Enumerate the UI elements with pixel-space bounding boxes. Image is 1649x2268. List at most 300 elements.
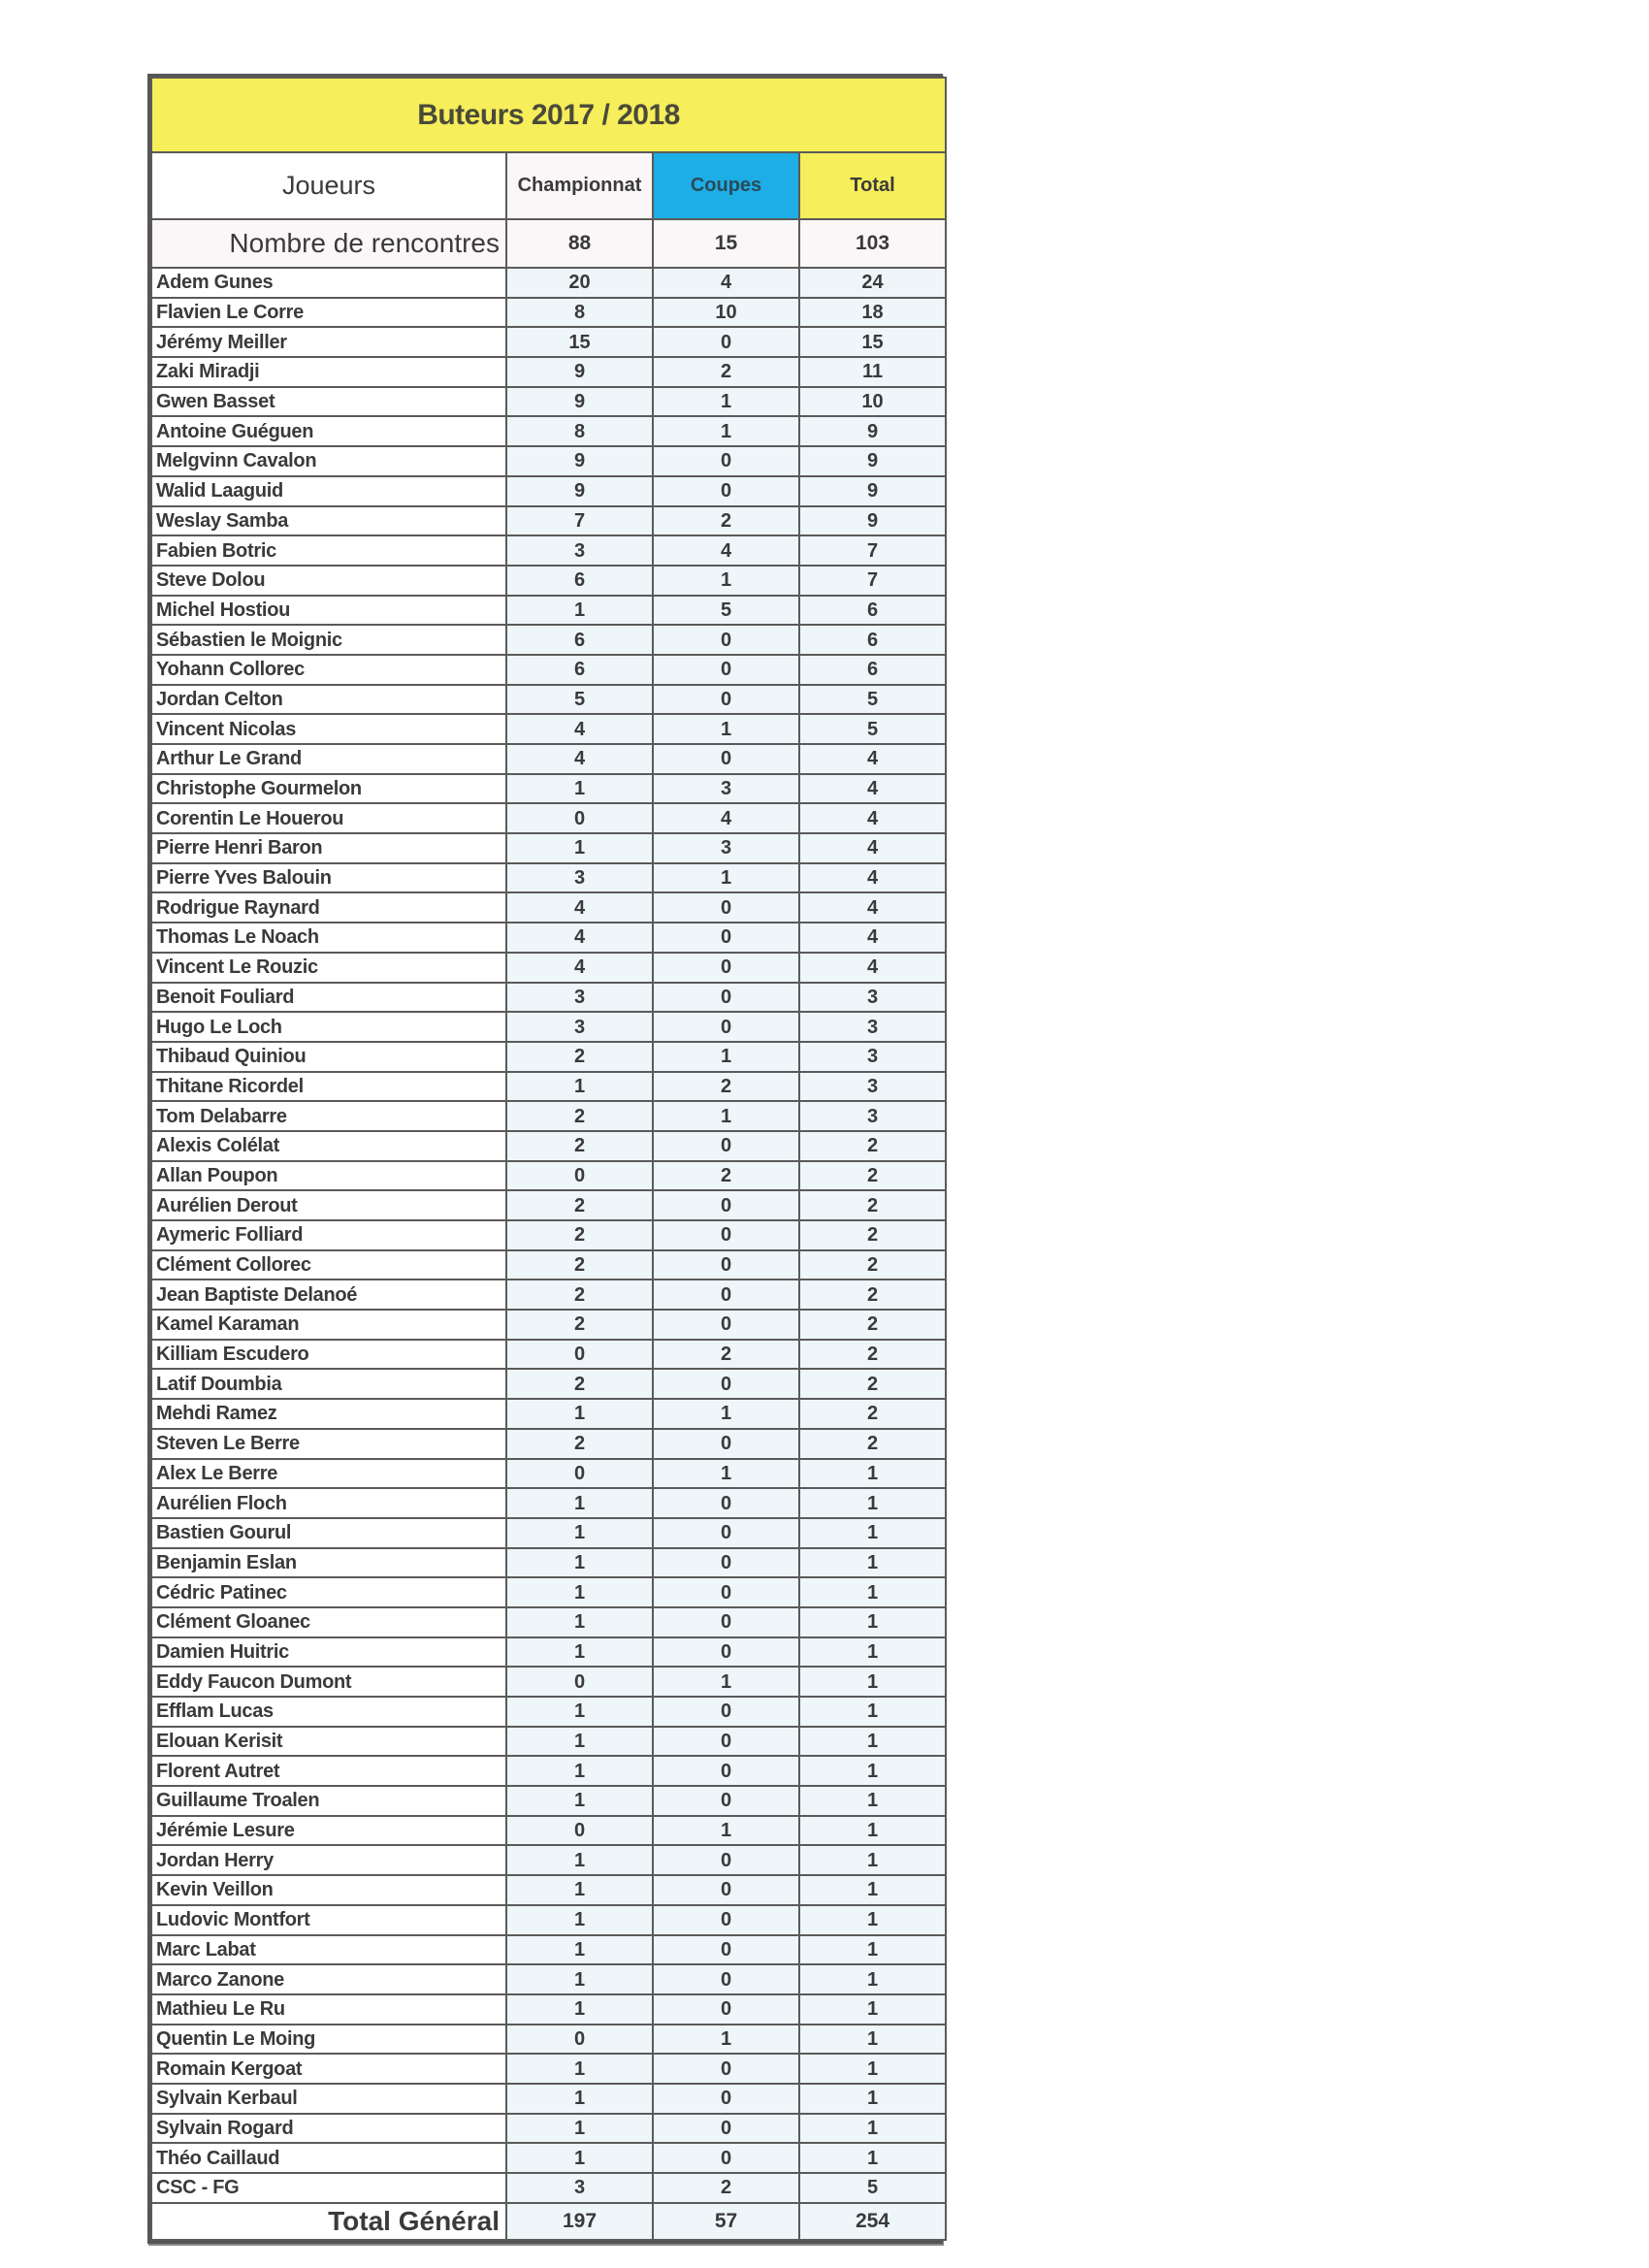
- player-league-goals: 1: [506, 1845, 653, 1875]
- table-row: [151, 1042, 946, 1072]
- player-name: Vincent Le Rouzic: [151, 953, 506, 983]
- player-cup-goals: 0: [653, 1220, 799, 1250]
- player-name: Damien Huitric: [151, 1637, 506, 1668]
- player-name: Melgvinn Cavalon: [151, 446, 506, 476]
- table-row: [151, 2114, 946, 2144]
- player-cup-goals: 1: [653, 1816, 799, 1846]
- player-league-goals: 1: [506, 1875, 653, 1905]
- player-league-goals: 9: [506, 387, 653, 417]
- player-name: Clément Collorec: [151, 1250, 506, 1280]
- player-name: Pierre Henri Baron: [151, 833, 506, 863]
- player-league-goals: 4: [506, 744, 653, 774]
- table-row: [151, 1667, 946, 1697]
- table-row: [151, 983, 946, 1013]
- player-league-goals: 15: [506, 327, 653, 357]
- player-total-goals: 1: [799, 1518, 946, 1548]
- player-total-goals: 1: [799, 1994, 946, 2025]
- table-row: [151, 953, 946, 983]
- table-row: [151, 1072, 946, 1102]
- player-name: Antoine Guéguen: [151, 416, 506, 446]
- player-league-goals: 3: [506, 2173, 653, 2203]
- player-name: Aymeric Folliard: [151, 1220, 506, 1250]
- player-total-goals: 1: [799, 1727, 946, 1757]
- player-league-goals: 1: [506, 2054, 653, 2084]
- player-name: Fabien Botric: [151, 535, 506, 566]
- player-cup-goals: 1: [653, 714, 799, 744]
- player-name: Rodrigue Raynard: [151, 892, 506, 923]
- table-row: [151, 1816, 946, 1846]
- header-players: Joueurs: [151, 152, 506, 219]
- table-row: [151, 357, 946, 387]
- player-league-goals: 2: [506, 1190, 653, 1220]
- player-cup-goals: 1: [653, 1101, 799, 1131]
- player-league-goals: 1: [506, 1697, 653, 1727]
- player-total-goals: 4: [799, 744, 946, 774]
- player-total-goals: 1: [799, 2054, 946, 2084]
- player-cup-goals: 0: [653, 1786, 799, 1816]
- table-row: [151, 1756, 946, 1786]
- player-total-goals: 15: [799, 327, 946, 357]
- table-row: [151, 1518, 946, 1548]
- player-league-goals: 1: [506, 1994, 653, 2025]
- player-league-goals: 2: [506, 1429, 653, 1459]
- table-row: [151, 892, 946, 923]
- player-league-goals: 9: [506, 476, 653, 506]
- player-cup-goals: 4: [653, 803, 799, 833]
- player-name: Quentin Le Moing: [151, 2025, 506, 2055]
- player-cup-goals: 3: [653, 774, 799, 804]
- player-total-goals: 2: [799, 1429, 946, 1459]
- table-row: [151, 1280, 946, 1310]
- player-league-goals: 1: [506, 1905, 653, 1935]
- player-league-goals: 2: [506, 1220, 653, 1250]
- player-league-goals: 1: [506, 1756, 653, 1786]
- player-name: Cédric Patinec: [151, 1577, 506, 1607]
- table-row: [151, 1577, 946, 1607]
- grand-total-total: 254: [799, 2203, 946, 2240]
- table-row: [151, 1399, 946, 1429]
- player-cup-goals: 2: [653, 1072, 799, 1102]
- player-name: Jean Baptiste Delanoé: [151, 1280, 506, 1310]
- player-name: Alex Le Berre: [151, 1459, 506, 1489]
- table-row: [151, 833, 946, 863]
- player-league-goals: 0: [506, 803, 653, 833]
- player-cup-goals: 1: [653, 2025, 799, 2055]
- player-cup-goals: 0: [653, 1131, 799, 1161]
- player-name: Adem Gunes: [151, 268, 506, 298]
- table-row: [151, 655, 946, 685]
- player-league-goals: 1: [506, 596, 653, 626]
- player-league-goals: 4: [506, 953, 653, 983]
- player-name: Clément Gloanec: [151, 1607, 506, 1637]
- player-name: Marc Labat: [151, 1935, 506, 1965]
- table-row: [151, 1845, 946, 1875]
- player-total-goals: 1: [799, 1697, 946, 1727]
- player-total-goals: 1: [799, 1667, 946, 1697]
- player-cup-goals: 2: [653, 1340, 799, 1370]
- player-name: Kamel Karaman: [151, 1310, 506, 1340]
- player-total-goals: 1: [799, 2114, 946, 2144]
- player-name: Efflam Lucas: [151, 1697, 506, 1727]
- player-cup-goals: 0: [653, 1548, 799, 1578]
- table-row: [151, 2054, 946, 2084]
- table-row: [151, 803, 946, 833]
- player-total-goals: 18: [799, 298, 946, 328]
- player-total-goals: 1: [799, 1964, 946, 1994]
- player-league-goals: 1: [506, 1607, 653, 1637]
- player-total-goals: 7: [799, 566, 946, 596]
- player-name: Steve Dolou: [151, 566, 506, 596]
- player-cup-goals: 0: [653, 1875, 799, 1905]
- player-cup-goals: 0: [653, 2114, 799, 2144]
- player-total-goals: 5: [799, 685, 946, 715]
- player-total-goals: 3: [799, 983, 946, 1013]
- player-total-goals: 1: [799, 2025, 946, 2055]
- table-row: [151, 1101, 946, 1131]
- player-total-goals: 1: [799, 1637, 946, 1668]
- player-cup-goals: 1: [653, 1459, 799, 1489]
- table-row: [151, 535, 946, 566]
- grand-total-label: Total Général: [151, 2203, 506, 2240]
- player-cup-goals: 0: [653, 1280, 799, 1310]
- player-league-goals: 2: [506, 1280, 653, 1310]
- player-cup-goals: 0: [653, 685, 799, 715]
- player-total-goals: 4: [799, 863, 946, 893]
- player-league-goals: 2: [506, 1250, 653, 1280]
- player-total-goals: 2: [799, 1190, 946, 1220]
- player-total-goals: 4: [799, 774, 946, 804]
- player-cup-goals: 0: [653, 1250, 799, 1280]
- title-row: [151, 78, 946, 152]
- player-cup-goals: 0: [653, 1190, 799, 1220]
- player-total-goals: 2: [799, 1250, 946, 1280]
- player-cup-goals: 0: [653, 1756, 799, 1786]
- table-row: [151, 625, 946, 655]
- table-row: [151, 1340, 946, 1370]
- player-total-goals: 9: [799, 446, 946, 476]
- table-row: [151, 1935, 946, 1965]
- player-league-goals: 0: [506, 1667, 653, 1697]
- player-total-goals: 3: [799, 1042, 946, 1072]
- player-total-goals: 1: [799, 1459, 946, 1489]
- player-name: Aurélien Floch: [151, 1488, 506, 1518]
- player-cup-goals: 3: [653, 833, 799, 863]
- player-name: Zaki Miradji: [151, 357, 506, 387]
- player-league-goals: 6: [506, 566, 653, 596]
- player-name: Mathieu Le Ru: [151, 1994, 506, 2025]
- matches-total: 103: [799, 219, 946, 268]
- player-league-goals: 9: [506, 446, 653, 476]
- player-league-goals: 6: [506, 655, 653, 685]
- player-name: Jordan Celton: [151, 685, 506, 715]
- table-row: [151, 685, 946, 715]
- table-row: [151, 298, 946, 328]
- player-name: Benoit Fouliard: [151, 983, 506, 1013]
- player-total-goals: 1: [799, 1488, 946, 1518]
- table-title: Buteurs 2017 / 2018: [151, 78, 946, 152]
- player-league-goals: 1: [506, 1488, 653, 1518]
- player-name: Romain Kergoat: [151, 2054, 506, 2084]
- player-name: Jérémie Lesure: [151, 1816, 506, 1846]
- player-cup-goals: 0: [653, 1310, 799, 1340]
- player-name: Thibaud Quiniou: [151, 1042, 506, 1072]
- player-league-goals: 1: [506, 1072, 653, 1102]
- player-cup-goals: 0: [653, 1845, 799, 1875]
- player-name: Elouan Kerisit: [151, 1727, 506, 1757]
- matches-row: [151, 219, 946, 268]
- player-league-goals: 1: [506, 1964, 653, 1994]
- player-cup-goals: 1: [653, 1399, 799, 1429]
- table-row: [151, 1607, 946, 1637]
- player-total-goals: 4: [799, 953, 946, 983]
- player-cup-goals: 10: [653, 298, 799, 328]
- player-league-goals: 2: [506, 1369, 653, 1399]
- player-total-goals: 7: [799, 535, 946, 566]
- player-league-goals: 4: [506, 892, 653, 923]
- player-name: Vincent Nicolas: [151, 714, 506, 744]
- table-row: [151, 744, 946, 774]
- player-total-goals: 4: [799, 892, 946, 923]
- player-total-goals: 2: [799, 1280, 946, 1310]
- player-league-goals: 1: [506, 1727, 653, 1757]
- player-league-goals: 2: [506, 1131, 653, 1161]
- table-row: [151, 1220, 946, 1250]
- player-cup-goals: 0: [653, 446, 799, 476]
- player-name: Yohann Collorec: [151, 655, 506, 685]
- player-cup-goals: 0: [653, 1964, 799, 1994]
- grand-total-row: [151, 2203, 946, 2240]
- table-row: [151, 1905, 946, 1935]
- player-total-goals: 2: [799, 1399, 946, 1429]
- table-row: [151, 416, 946, 446]
- player-total-goals: 9: [799, 416, 946, 446]
- table-row: [151, 387, 946, 417]
- table-row: [151, 506, 946, 536]
- player-name: Guillaume Troalen: [151, 1786, 506, 1816]
- player-name: Aurélien Derout: [151, 1190, 506, 1220]
- table-row: [151, 476, 946, 506]
- table-row: [151, 1697, 946, 1727]
- player-cup-goals: 1: [653, 387, 799, 417]
- scorers-table: [147, 74, 943, 2244]
- player-cup-goals: 0: [653, 1518, 799, 1548]
- table-row: [151, 714, 946, 744]
- player-name: Sébastien le Moignic: [151, 625, 506, 655]
- table-row: [151, 2173, 946, 2203]
- table-row: [151, 1548, 946, 1578]
- table-row: [151, 1459, 946, 1489]
- player-name: Pierre Yves Balouin: [151, 863, 506, 893]
- player-name: Eddy Faucon Dumont: [151, 1667, 506, 1697]
- player-league-goals: 1: [506, 1518, 653, 1548]
- player-name: Arthur Le Grand: [151, 744, 506, 774]
- player-total-goals: 2: [799, 1161, 946, 1191]
- player-league-goals: 0: [506, 1816, 653, 1846]
- player-cup-goals: 0: [653, 1994, 799, 2025]
- player-league-goals: 4: [506, 923, 653, 953]
- player-cup-goals: 0: [653, 1012, 799, 1042]
- table-row: [151, 1964, 946, 1994]
- table-row: [151, 1250, 946, 1280]
- grand-total-league: 197: [506, 2203, 653, 2240]
- player-cup-goals: 2: [653, 1161, 799, 1191]
- player-total-goals: 1: [799, 1875, 946, 1905]
- table-row: [151, 1131, 946, 1161]
- table-row: [151, 268, 946, 298]
- player-league-goals: 2: [506, 1042, 653, 1072]
- player-cup-goals: 0: [653, 1369, 799, 1399]
- header-league: Championnat: [506, 152, 653, 219]
- table-row: [151, 1369, 946, 1399]
- player-total-goals: 24: [799, 268, 946, 298]
- player-total-goals: 6: [799, 625, 946, 655]
- matches-label: Nombre de rencontres: [151, 219, 506, 268]
- grand-total-cups: 57: [653, 2203, 799, 2240]
- player-name: CSC - FG: [151, 2173, 506, 2203]
- player-name: Michel Hostiou: [151, 596, 506, 626]
- player-total-goals: 2: [799, 1340, 946, 1370]
- table-row: [151, 863, 946, 893]
- table-row: [151, 923, 946, 953]
- table-row: [151, 1012, 946, 1042]
- table-row: [151, 1488, 946, 1518]
- table-row: [151, 446, 946, 476]
- player-cup-goals: 1: [653, 416, 799, 446]
- table-row: [151, 1786, 946, 1816]
- player-name: Benjamin Eslan: [151, 1548, 506, 1578]
- player-total-goals: 3: [799, 1101, 946, 1131]
- player-total-goals: 3: [799, 1012, 946, 1042]
- player-name: Kevin Veillon: [151, 1875, 506, 1905]
- player-cup-goals: 0: [653, 1429, 799, 1459]
- player-league-goals: 1: [506, 1637, 653, 1668]
- player-cup-goals: 4: [653, 268, 799, 298]
- table-row: [151, 1190, 946, 1220]
- player-name: Théo Caillaud: [151, 2143, 506, 2173]
- player-name: Flavien Le Corre: [151, 298, 506, 328]
- player-cup-goals: 0: [653, 953, 799, 983]
- matches-league: 88: [506, 219, 653, 268]
- player-league-goals: 1: [506, 1577, 653, 1607]
- player-cup-goals: 0: [653, 923, 799, 953]
- player-total-goals: 2: [799, 1310, 946, 1340]
- player-total-goals: 4: [799, 803, 946, 833]
- player-cup-goals: 0: [653, 983, 799, 1013]
- player-name: Thomas Le Noach: [151, 923, 506, 953]
- player-name: Jordan Herry: [151, 1845, 506, 1875]
- player-cup-goals: 2: [653, 506, 799, 536]
- player-league-goals: 7: [506, 506, 653, 536]
- player-total-goals: 4: [799, 923, 946, 953]
- player-total-goals: 10: [799, 387, 946, 417]
- player-total-goals: 6: [799, 655, 946, 685]
- player-league-goals: 1: [506, 833, 653, 863]
- header-total: Total: [799, 152, 946, 219]
- player-cup-goals: 0: [653, 744, 799, 774]
- player-cup-goals: 0: [653, 1935, 799, 1965]
- player-league-goals: 8: [506, 298, 653, 328]
- player-league-goals: 1: [506, 2143, 653, 2173]
- player-cup-goals: 0: [653, 655, 799, 685]
- player-total-goals: 1: [799, 1607, 946, 1637]
- player-league-goals: 6: [506, 625, 653, 655]
- player-name: Corentin Le Houerou: [151, 803, 506, 833]
- player-league-goals: 1: [506, 1786, 653, 1816]
- table-row: [151, 2143, 946, 2173]
- table-row: [151, 596, 946, 626]
- player-cup-goals: 0: [653, 476, 799, 506]
- player-cup-goals: 0: [653, 327, 799, 357]
- player-cup-goals: 5: [653, 596, 799, 626]
- player-league-goals: 1: [506, 1399, 653, 1429]
- player-league-goals: 0: [506, 1340, 653, 1370]
- player-total-goals: 1: [799, 1935, 946, 1965]
- player-name: Latif Doumbia: [151, 1369, 506, 1399]
- player-total-goals: 2: [799, 1131, 946, 1161]
- player-name: Tom Delabarre: [151, 1101, 506, 1131]
- player-total-goals: 5: [799, 714, 946, 744]
- table-row: [151, 2025, 946, 2055]
- player-name: Weslay Samba: [151, 506, 506, 536]
- table-row: [151, 327, 946, 357]
- player-total-goals: 1: [799, 1845, 946, 1875]
- player-total-goals: 1: [799, 1548, 946, 1578]
- player-cup-goals: 0: [653, 1577, 799, 1607]
- player-league-goals: 1: [506, 2084, 653, 2114]
- player-cup-goals: 1: [653, 1667, 799, 1697]
- player-name: Alexis Colélat: [151, 1131, 506, 1161]
- player-total-goals: 9: [799, 506, 946, 536]
- player-league-goals: 3: [506, 863, 653, 893]
- player-league-goals: 9: [506, 357, 653, 387]
- player-league-goals: 4: [506, 714, 653, 744]
- player-name: Killiam Escudero: [151, 1340, 506, 1370]
- player-name: Steven Le Berre: [151, 1429, 506, 1459]
- player-cup-goals: 1: [653, 566, 799, 596]
- player-total-goals: 6: [799, 596, 946, 626]
- player-cup-goals: 0: [653, 1697, 799, 1727]
- player-cup-goals: 1: [653, 1042, 799, 1072]
- player-cup-goals: 0: [653, 1727, 799, 1757]
- player-cup-goals: 0: [653, 2084, 799, 2114]
- player-name: Thitane Ricordel: [151, 1072, 506, 1102]
- player-name: Bastien Gourul: [151, 1518, 506, 1548]
- player-name: Jérémy Meiller: [151, 327, 506, 357]
- player-league-goals: 0: [506, 2025, 653, 2055]
- player-name: Ludovic Montfort: [151, 1905, 506, 1935]
- player-total-goals: 1: [799, 2084, 946, 2114]
- player-league-goals: 8: [506, 416, 653, 446]
- player-league-goals: 3: [506, 1012, 653, 1042]
- header-cups: Coupes: [653, 152, 799, 219]
- table-row: [151, 1875, 946, 1905]
- player-league-goals: 0: [506, 1161, 653, 1191]
- player-name: Hugo Le Loch: [151, 1012, 506, 1042]
- player-total-goals: 2: [799, 1369, 946, 1399]
- header-row: [151, 152, 946, 219]
- table-row: [151, 2084, 946, 2114]
- player-total-goals: 4: [799, 833, 946, 863]
- player-total-goals: 2: [799, 1220, 946, 1250]
- player-name: Mehdi Ramez: [151, 1399, 506, 1429]
- player-league-goals: 1: [506, 2114, 653, 2144]
- player-total-goals: 1: [799, 1905, 946, 1935]
- player-total-goals: 5: [799, 2173, 946, 2203]
- table-row: [151, 566, 946, 596]
- player-cup-goals: 0: [653, 625, 799, 655]
- player-cup-goals: 0: [653, 1905, 799, 1935]
- player-total-goals: 3: [799, 1072, 946, 1102]
